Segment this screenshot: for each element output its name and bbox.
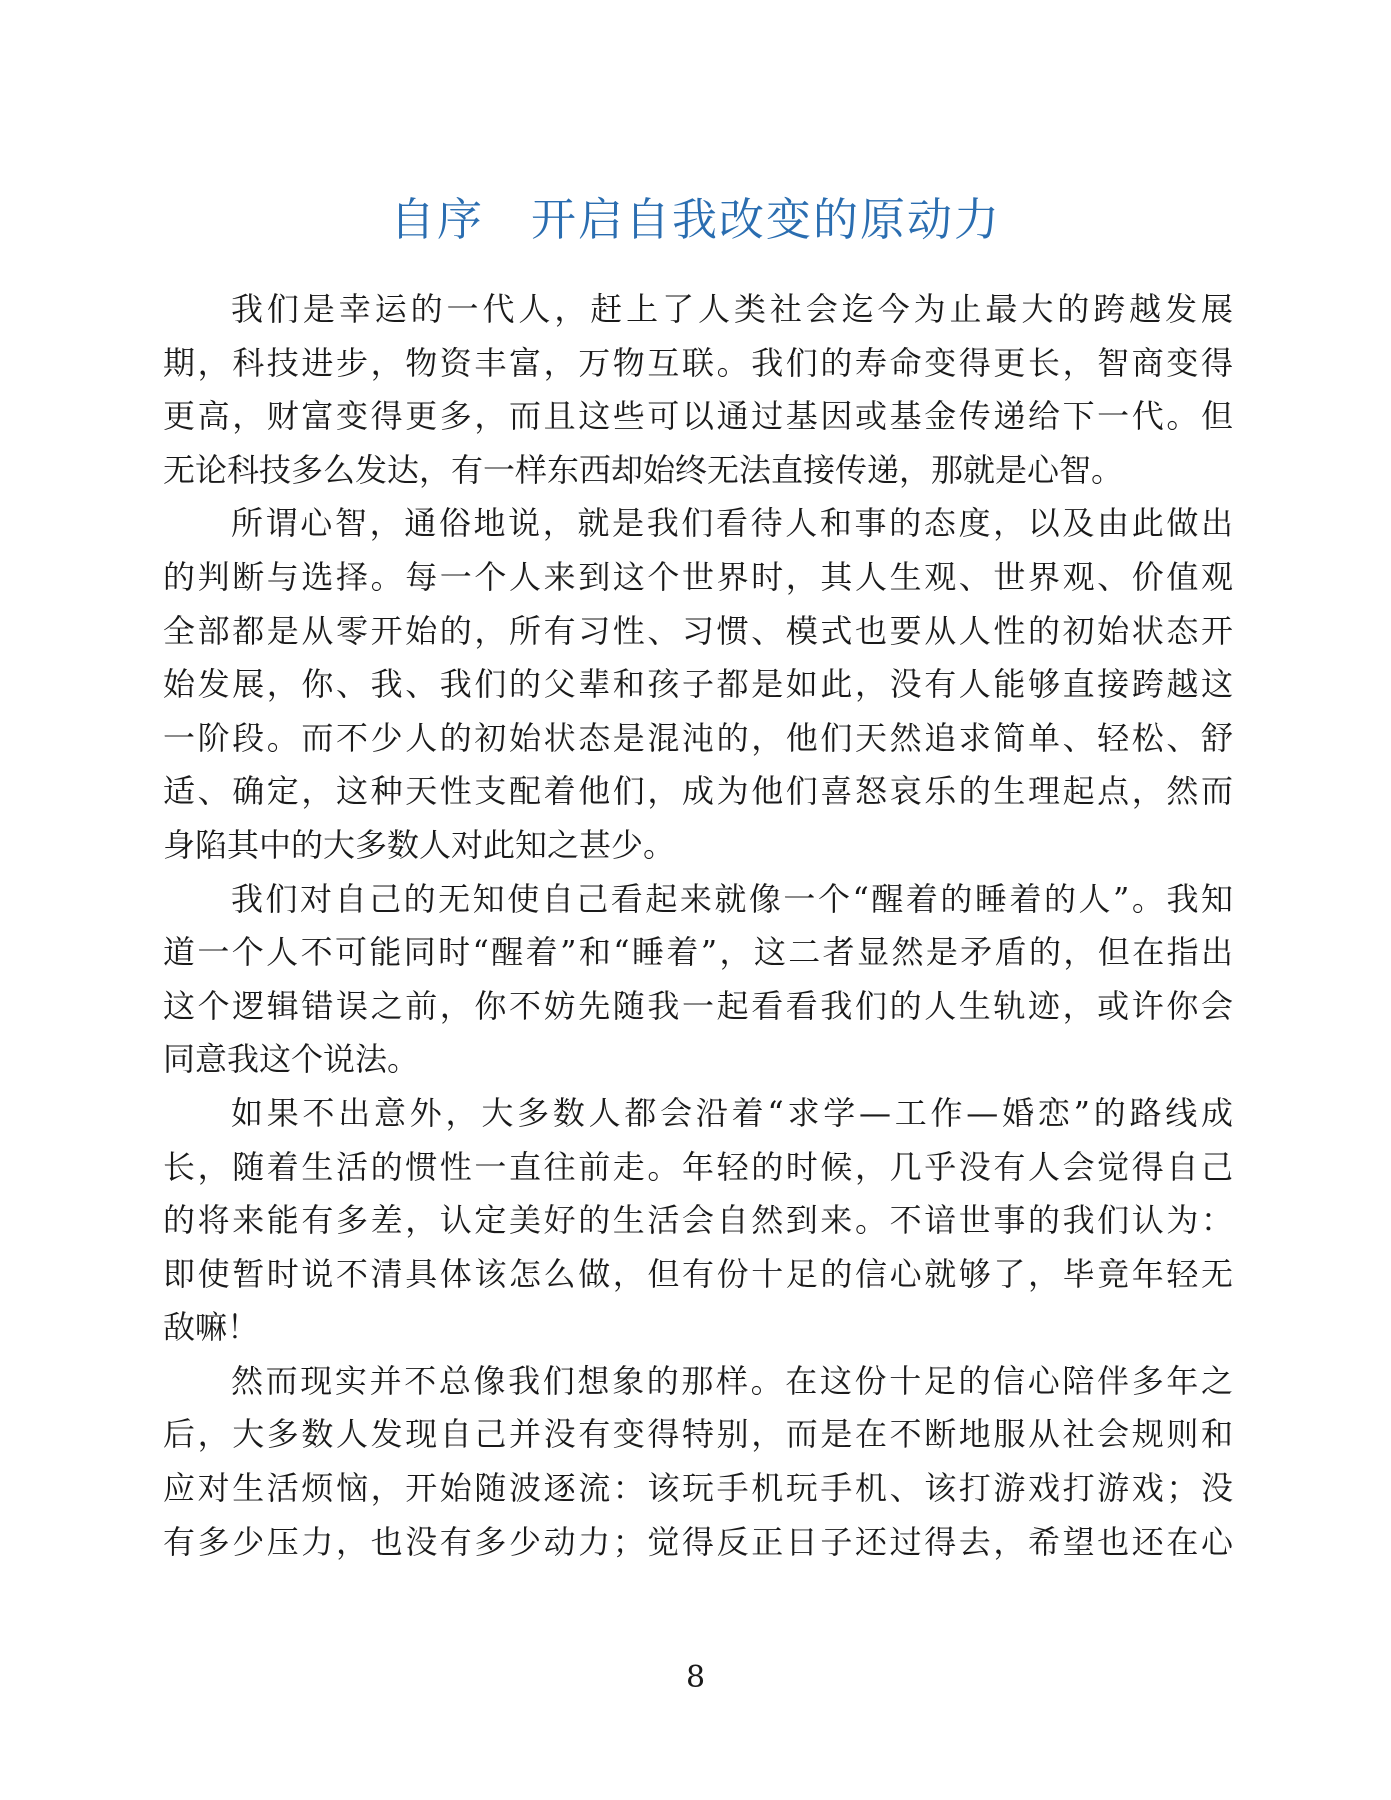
page-number: 8 <box>685 1660 706 1695</box>
text-line: 始发展，你、我、我们的父辈和孩子都是如此，没有人能够直接跨越这 <box>163 665 1233 704</box>
text-line: 这个逻辑错误之前，你不妨先随我一起看看我们的人生轨迹，或许你会 <box>163 986 1233 1025</box>
text-line: 无论科技多么发达，有一样东西却始终无法直接传递，那就是心智。 <box>163 450 1124 489</box>
text-line: 更高，财富变得更多，而且这些可以通过基因或基金传递给下一代。但 <box>163 397 1233 436</box>
text-line: 我们是幸运的一代人，赶上了人类社会迄今为止最大的跨越发展 <box>231 290 1233 328</box>
text-line: 应对生活烦恼，开始随波逐流：该玩手机玩手机、该打游戏打游戏；没 <box>163 1469 1233 1508</box>
text-line: 一阶段。而不少人的初始状态是混沌的，他们天然追求简单、轻松、舒 <box>163 718 1233 757</box>
text-line: 身陷其中的大多数人对此知之甚少。 <box>163 825 676 864</box>
text-line: 敌嘛！ <box>163 1308 260 1347</box>
text-line: 我们对自己的无知使自己看起来就像一个“醒着的睡着的人”。我知 <box>231 879 1233 918</box>
text-line: 同意我这个说法。 <box>163 1040 420 1079</box>
text-line: 有多少压力，也没有多少动力；觉得反正日子还过得去，希望也还在心 <box>163 1522 1233 1561</box>
text-line: 道一个人不可能同时“醒着”和“睡着”，这二者显然是矛盾的，但在指出 <box>163 933 1233 972</box>
text-line: 适、确定，这种天性支配着他们，成为他们喜怒哀乐的生理起点，然而 <box>163 772 1233 811</box>
text-line: 所谓心智，通俗地说，就是我们看待人和事的态度，以及由此做出 <box>231 504 1233 543</box>
text-line: 然而现实并不总像我们想象的那样。在这份十足的信心陪伴多年之 <box>231 1361 1233 1400</box>
text-line: 的将来能有多差，认定美好的生活会自然到来。不谙世事的我们认为： <box>163 1201 1233 1240</box>
text-line: 即使暂时说不清具体该怎么做，但有份十足的信心就够了，毕竟年轻无 <box>163 1254 1233 1293</box>
text-line: 全部都是从零开始的，所有习性、习惯、模式也要从人性的初始状态开 <box>163 611 1233 650</box>
text-line: 期，科技进步，物资丰富，万物互联。我们的寿命变得更长，智商变得 <box>163 343 1233 382</box>
text-line: 后，大多数人发现自己并没有变得特别，而是在不断地服从社会规则和 <box>163 1415 1233 1454</box>
text-line: 如果不出意外，大多数人都会沿着“求学—工作—婚恋”的路线成 <box>231 1093 1233 1132</box>
body-text <box>163 283 1233 1569</box>
chapter-title: 自序 开启自我改变的原动力 <box>389 193 1001 246</box>
text-line: 长，随着生活的惯性一直往前走。年轻的时候，几乎没有人会觉得自己 <box>163 1147 1233 1186</box>
text-line: 的判断与选择。每一个人来到这个世界时，其人生观、世界观、价值观 <box>163 557 1233 596</box>
